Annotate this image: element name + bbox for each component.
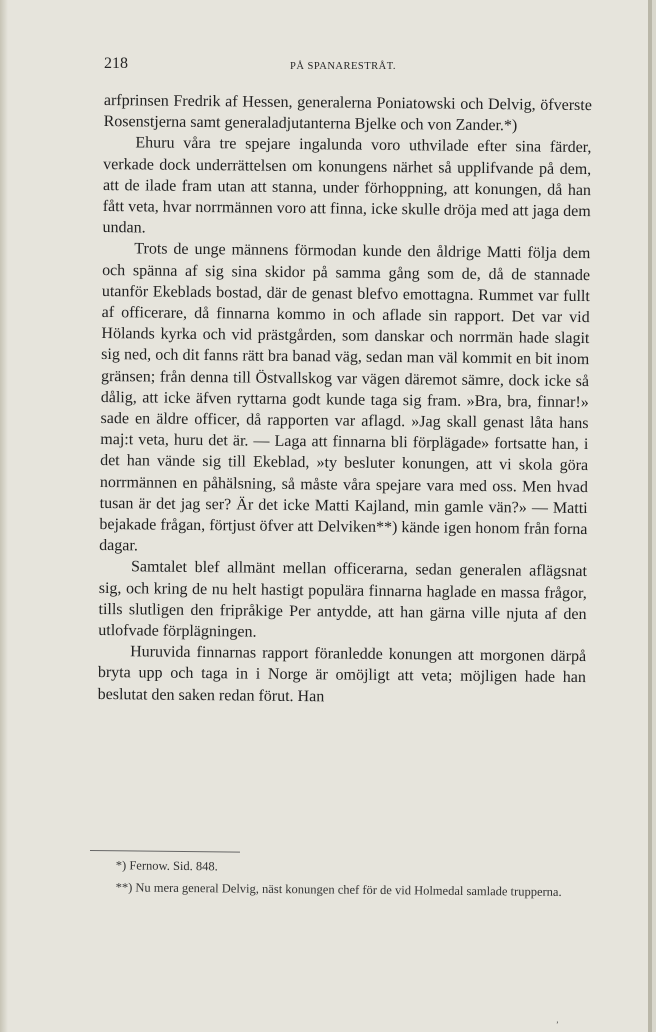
paragraph: Samtalet blef allmänt mellan officerarna, sedan generalen aflägsnat sig, och kring de nu helt hastigt populära finnarna haglade en massa frågor, tills slutligen den fripråkige Per antydde, att han gärna ville njuta af den utlofvade förplägningen. xyxy=(98,558,588,641)
page-spine-shadow xyxy=(0,0,8,1032)
running-title: PÅ SPANARESTRÅT. xyxy=(290,61,397,72)
paragraph: arfprinsen Fredrik af Hessen, generalerna Poniatowski och Delvig, öfverste Rosenstjerna samt generaladjutanterna Bjelke och von Zander.*) xyxy=(103,91,592,135)
paragraph: Huruvida finnarnas rapport föranledde konungen att morgonen därpå bryta upp och taga in i Norge är omöjligt att veta; möjligen hade han beslutat den saken redan förut. Han xyxy=(97,643,587,706)
footnote-rule xyxy=(90,850,240,853)
page-header xyxy=(104,55,594,79)
stray-mark-icon: ʼ xyxy=(556,1020,559,1029)
page-number: 218 xyxy=(104,55,128,72)
footnote: **) Nu mera general Delvig, näst konungen chef för de vid Holmedal samlade trupperna. xyxy=(115,880,562,899)
paragraph: Ehuru våra tre spejare ingalunda voro uthvilade efter sina färder, verkade dock underrättelsen om konungens närhet så upplifvande på dem, att de ilade fram utan att stanna, under förhoppning, att konungen, då han fått veta, hvar norrmännen voro att finna, icke skulle dröja med att jaga dem undan. xyxy=(102,134,592,237)
paragraph: Trots de unge männens förmodan kunde den åldrige Matti följa dem och spänna af sig sina skidor på samma gång som de, då de stannade utanför Ekeblads bostad, där de genast blefvo emottagna. Rummet var fullt af officerare, då finnarna kommo in och aflade sin rapport. Det var vid Hölands kyrka och vid prästgården, som danskar och norrmän hade slagit sig ned, och dit fanns rätt bra banad väg, sedan man väl kommit en bit inom gränsen; från denna till Östvallskog var vägen däremot sämre, dock icke så dålig, att icke äfven ryttarna godt kunde taga sig fram. »Bra, bra, finnar!» sade en äldre officer, då rapporten var aflagd. »Jag skall genast låta hans maj:t veta, huru det är. — Laga att finnarna bli förplägade» fortsatte han, i det han vände sig till Ekeblad, »ty besluter konungen, att vi skola göra norrmännen en påhälsning, så måste våra spejare vara med oss. Men hvad tusan är det jag ser? Är det icke Matti Kajland, min gamle vän?» — Matti bejakade frågan, förtjust öfver att Delviken**) kände igen honom från forna dagar. xyxy=(99,240,591,555)
body-text xyxy=(98,90,592,710)
footnotes xyxy=(87,850,590,906)
footnote: *) Fernow. Sid. 848. xyxy=(115,858,218,874)
